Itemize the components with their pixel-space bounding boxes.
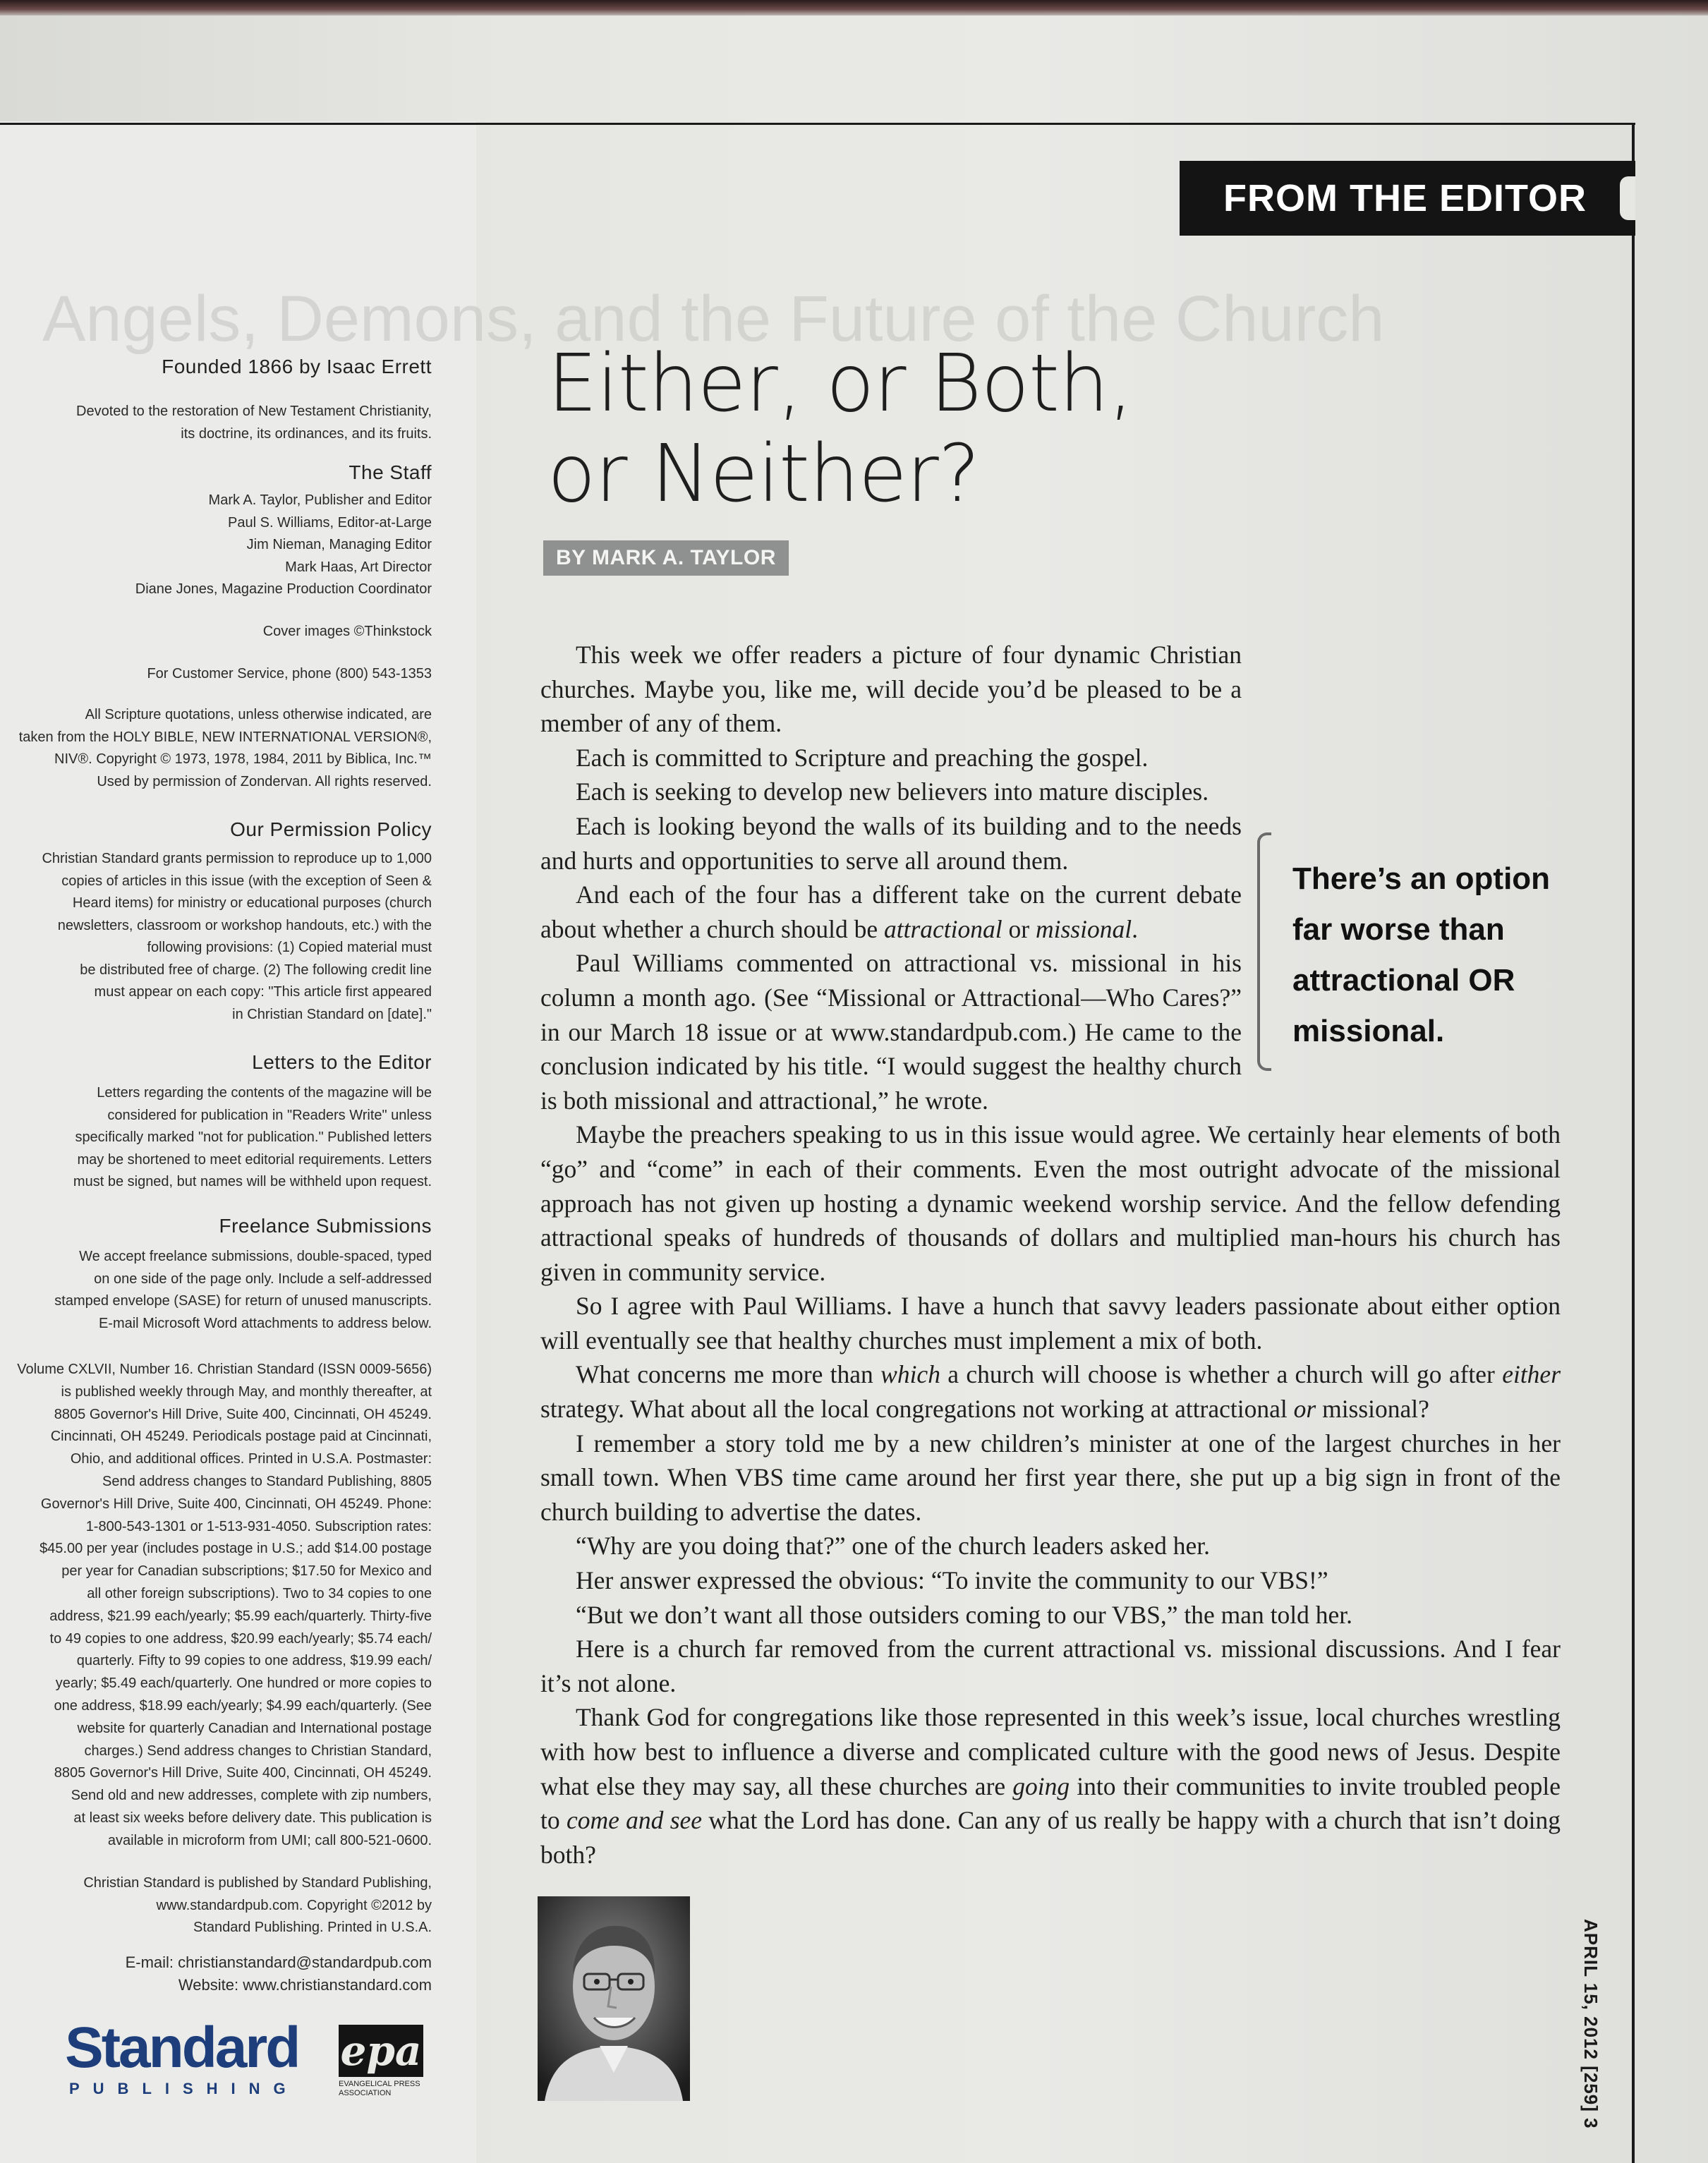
permission-heading: Our Permission Policy <box>230 818 432 840</box>
freelance-policy: We accept freelance submissions, double-spaced, typed on one side of the page only. Include a self-addressed stamped envelope (SASE) for return of unused manuscripts. E-mail Microsoft Word attachments to address below. <box>54 1249 432 1331</box>
staff-heading: The Staff <box>349 461 432 483</box>
paragraph: Each is looking beyond the walls of its building and to the needs and hurts and opportunities to serve all around them. <box>540 811 1242 875</box>
letters-policy: Letters regarding the contents of the magazine will be considered for publication in "Readers Write" unless specifically marked "not for publication." Published letters may be shortened to meet editorial requirements. Letters must be signed, but names will be withheld upon request. <box>73 1085 432 1189</box>
customer-service: For Customer Service, phone (800) 543-1353 <box>147 666 432 681</box>
paragraph: Paul Williams commented on attractional vs. missional in his column a month ago. (See “Missional or Attractional—Who Cares?” in our March 18 issue or at www.standardpub.com.) He came to the conclusion indicated by his title. “I would suggest the healthy church is both missional and attractional,” he wrote. <box>540 949 1242 1115</box>
paragraph: Maybe the preachers speaking to us in this issue would agree. We certainly hear elements of both “go” and “come” in each of their comments. Even the most outright advocate of the missional approach has not given up hosting a dynamic weekend worship service. And the fellow defending attractional speaks of hundreds of thousands of dollars and multiplied man-hours his church has given in community service. <box>540 1120 1561 1286</box>
paragraph: “Why are you doing that?” one of the church leaders asked her. <box>576 1532 1210 1561</box>
email-line: E-mail: christianstandard@standardpub.com <box>125 1953 432 1971</box>
paragraph: I remember a story told me by a new children’s minister at one of the largest churches in her small town. When VBS time came around her first year there, she put up a big sign in front of the church building to advertise the dates. <box>540 1429 1561 1526</box>
staff-item: Mark Haas, Art Director <box>285 559 432 575</box>
scripture-notice: All Scripture quotations, unless otherwise indicated, are taken from the HOLY BIBLE, NEW INTERNATIONAL VERSION®, NIV®. Copyright © 1973, 1978, 1984, 2011 by Biblica, Inc.™ Used by permission of Zondervan. All rights reserved. <box>18 707 432 789</box>
founded-line: Founded 1866 by Isaac Errett <box>162 356 432 377</box>
bleed-through-title: Angels, Demons, and the Future of the Church <box>42 283 1385 355</box>
epa-logo: epa EVANGELICAL PRESS ASSOCIATION <box>339 2025 423 2104</box>
pull-quote: There’s an option far worse than attractional OR missional. <box>1292 861 1551 1048</box>
staff-item: Diane Jones, Magazine Production Coordinator <box>135 581 432 597</box>
bracket-icon <box>1257 832 1271 1071</box>
paragraph: So I agree with Paul Williams. I have a hunch that savvy leaders passionate about either option will eventually see that healthy churches must implement a mix of both. <box>540 1292 1561 1355</box>
paragraph: “But we don’t want all those outsiders coming to our VBS,” the man told her. <box>576 1600 1353 1629</box>
staff-item: Mark A. Taylor, Publisher and Editor <box>208 492 432 508</box>
website-line: Website: www.christianstandard.com <box>178 1975 432 1994</box>
staff-list <box>135 490 432 601</box>
portrait-drawing <box>538 1896 690 2101</box>
top-edge <box>0 0 1708 16</box>
paragraph: Here is a church far removed from the current attractional vs. missional discussions. And I fear it’s not alone. <box>540 1635 1561 1697</box>
paragraph: Thank God for congregations like those represented in this week’s issue, local churches wrestling with how best to influence a diverse and complicated culture with the good news of Jesus. Despite what else they may say, all these churches are going into their communities to invite troubled people to come and see what the Lord has done. Can any of us really be happy with a church that isn’t doing both? <box>540 1703 1561 1869</box>
byline: BY MARK A. TAYLOR <box>543 540 789 576</box>
paragraph: This week we offer readers a picture of four dynamic Christian churches. Maybe you, like me, will decide you’d be pleased to be a member of any of them. <box>540 641 1242 738</box>
staff-item: Jim Nieman, Managing Editor <box>246 537 432 552</box>
author-portrait <box>538 1896 690 2101</box>
badge-notch <box>1620 176 1635 220</box>
cover-credit: Cover images ©Thinkstock <box>262 624 432 639</box>
frame-rule-right <box>1632 123 1635 2163</box>
page-footer-date: APRIL 15, 2012 [259] 3 <box>1580 1919 1601 2129</box>
contact-info <box>126 1951 432 1996</box>
staff-item: Paul S. Williams, Editor-at-Large <box>228 514 432 531</box>
freelance-heading: Freelance Submissions <box>219 1215 432 1237</box>
publication-details: Volume CXLVII, Number 16. Christian Standard (ISSN 0009-5656) is published weekly through May, and monthly thereafter, at 8805 Governor's Hill Drive, Suite 400, Cincinnati, OH 45249. Cincinnati, OH 45249. Periodicals postage paid at Cincinnati, Ohio, and additional offices. Printed in U.S.A. Postmaster: Send address changes to Standard Publishing, 8805 Governor's Hill Drive, Suite 400, Cincinnati, OH 45249. Phone: 1-800-543-1301 or 1-513-931-4050. Subscription rates: $45.00 per year (includes postage in U.S.; add $14.00 postage per year for Canadian subscriptions; $17.50 for Mexico and all other foreign subscriptions). Two to 34 copies to one address, $21.99 each/yearly; $5.99 each/quarterly. Thirty-five to 49 copies to one address, $20.99 each/yearly; $5.74 each/ quarterly. Fifty to 99 copies to one address, $19.99 each/ yearly; $5.49 each/quarterly. One hundred or more copies to one address, $18.99 each/yearly; $4.99 each/quarterly. (See website for quarterly Canadian and International postage charges.) Send address changes to Christian Standard, 8805 Governor's Hill Drive, Suite 400, Cincinnati, OH 45249. Send old and new addresses, complete with zip numbers, at least six weeks before delivery date. This publication is available in microform from UMI; call 800-521-0600. <box>17 1362 432 1848</box>
publisher-note: Christian Standard is published by Standard Publishing, www.standardpub.com. Copyright ©2012 by Standard Publishing. Printed in U.S.A. <box>83 1875 432 1935</box>
paragraph: Each is committed to Scripture and preaching the gospel. <box>576 743 1149 772</box>
paragraph: And each of the four has a different take on the current debate about whether a church should be attractional or missional. <box>540 880 1242 943</box>
permission-policy: Christian Standard grants permission to reproduce up to 1,000 copies of articles in this issue (with the exception of Seen & Heard items) for ministry or educational purposes (church newsletters, classroom or workshop handouts, etc.) with the following provisions: (1) Copied material must be distributed free of charge. (2) The following credit line must appear on each copy: "This article first appeared in Christian Standard on [date]." <box>42 851 432 1022</box>
frame-rule-top <box>0 123 1635 125</box>
paragraph: Each is seeking to develop new believers into mature disciples. <box>576 777 1209 806</box>
paragraph: What concerns me more than which a church will choose is whether a church will go after either strategy. What about all the local congregations not working at attractional or missional? <box>540 1360 1561 1424</box>
article-body <box>540 638 1561 1872</box>
letters-heading: Letters to the Editor <box>252 1051 432 1073</box>
section-badge: FROM THE EDITOR <box>1180 161 1635 236</box>
standard-publishing-logo: Standard PUBLISHING <box>65 2016 299 2097</box>
article-title: Either, or Both, or Neither? <box>547 338 1133 520</box>
paragraph: Her answer expressed the obvious: “To invite the community to our VBS!” <box>576 1566 1328 1595</box>
mission-statement: Devoted to the restoration of New Testament Christianity, its doctrine, its ordinances, and its fruits. <box>76 404 432 442</box>
